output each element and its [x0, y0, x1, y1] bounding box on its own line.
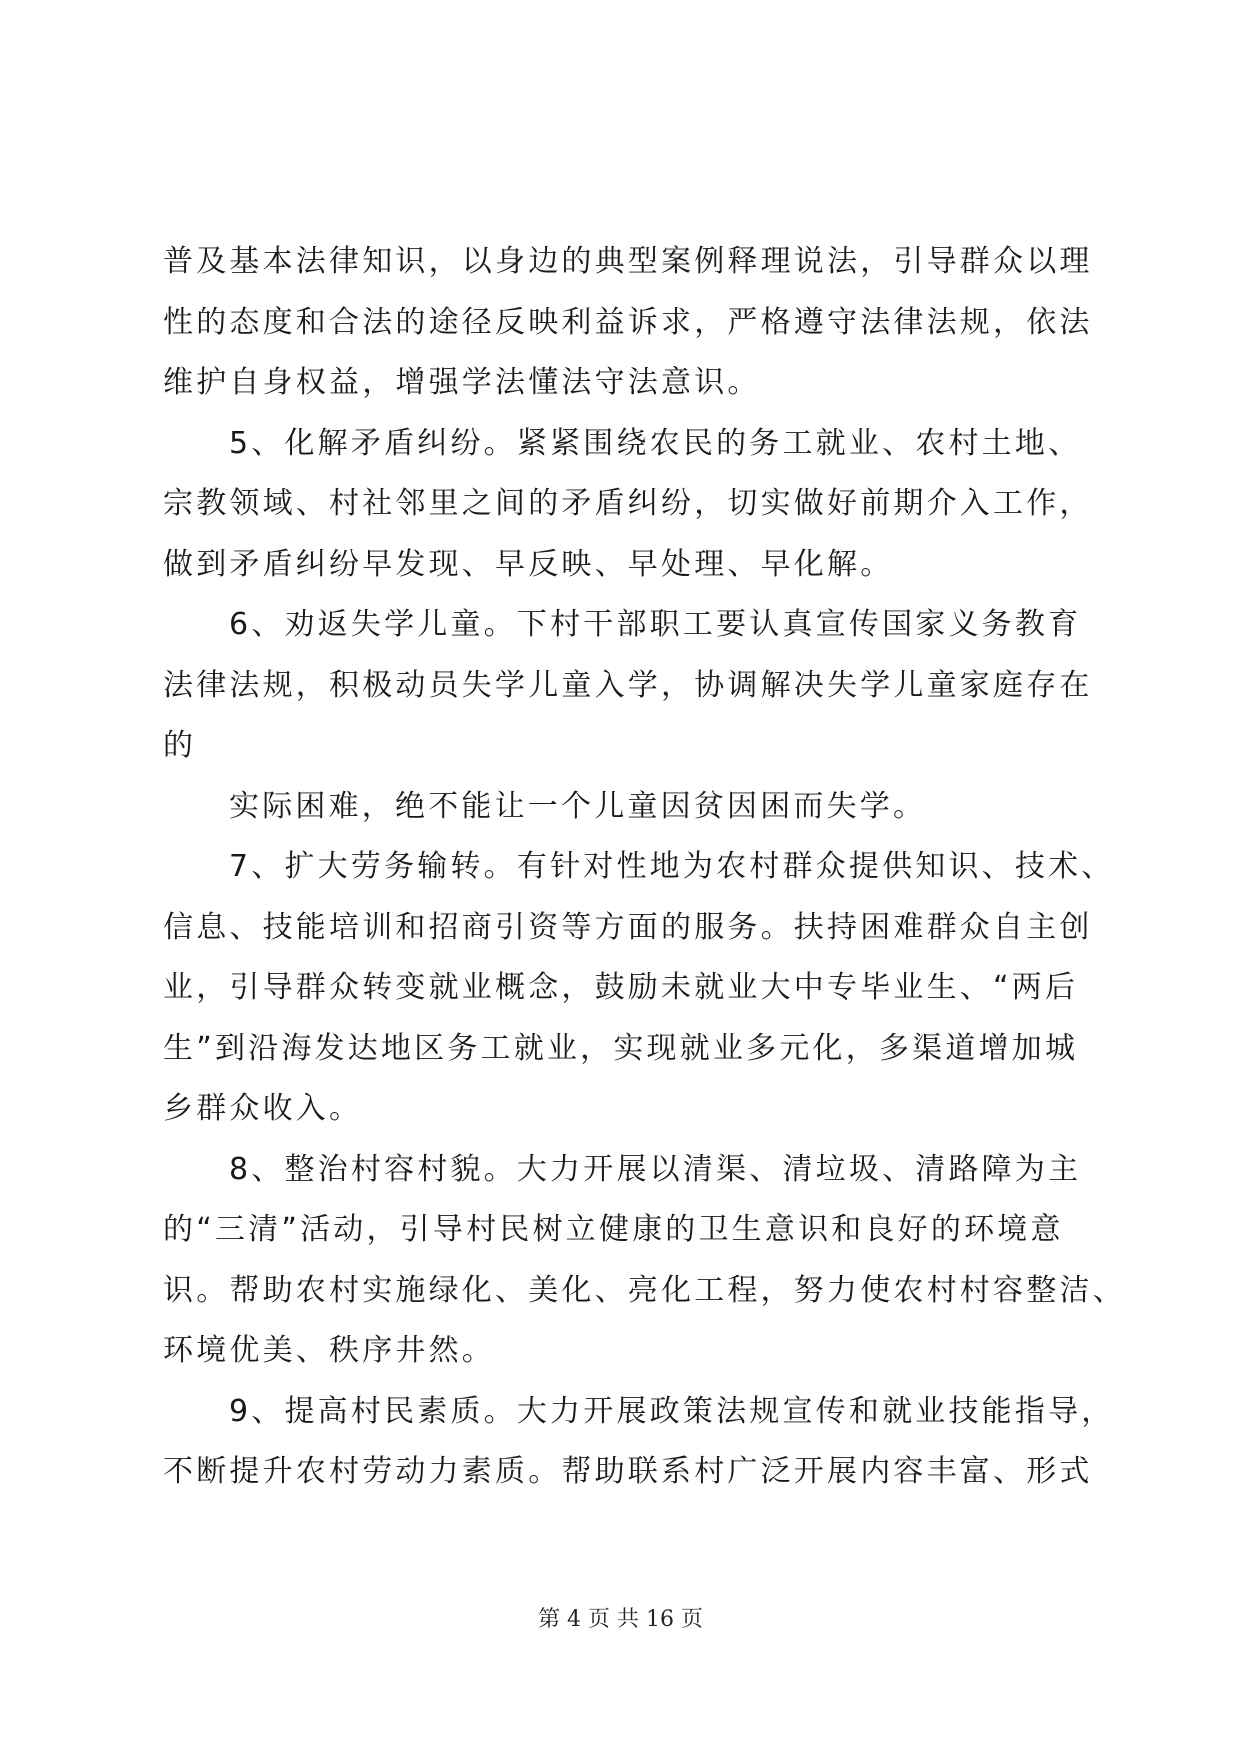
text-line: 9、提高村民素质。大力开展政策法规宣传和就业技能指导， — [229, 1393, 1115, 1429]
text-line: 宗教领域、村社邻里之间的矛盾纠纷，切实做好前期介入工作， — [163, 486, 1093, 521]
page-number-label: 第 4 页 共 16 页 — [538, 1607, 703, 1632]
text-line: 普及基本法律知识，以身边的典型案例释理说法，引导群众以理 — [163, 244, 1093, 279]
text-line: 乡群众收入。 — [163, 1091, 363, 1126]
text-line: 维护自身权益，增强学法懂法守法意识。 — [163, 365, 761, 400]
text-line: 实际困难，绝不能让一个儿童因贫因困而失学。 — [229, 788, 927, 824]
text-line: 的 — [163, 728, 197, 763]
text-line: 5、化解矛盾纠纷。紧紧围绕农民的务工就业、农村土地、 — [229, 425, 1082, 461]
text-line: 的“三清”活动，引导村民树立健康的卫生意识和良好的环境意 — [163, 1212, 1064, 1247]
text-line: 业，引导群众转变就业概念，鼓励未就业大中专毕业生、“两后 — [163, 970, 1079, 1005]
text-line: 法律法规，积极动员失学儿童入学，协调解决失学儿童家庭存在 — [163, 667, 1093, 703]
text-line: 不断提升农村劳动力素质。帮助联系村广泛开展内容丰富、形式 — [163, 1454, 1093, 1489]
text-line: 信息、技能培训和招商引资等方面的服务。扶持困难群众自主创 — [163, 909, 1093, 945]
text-line: 6、劝返失学儿童。下村干部职工要认真宣传国家义务教育 — [229, 607, 1082, 642]
text-line: 环境优美、秩序井然。 — [163, 1333, 495, 1368]
page-footer — [0, 1602, 1241, 1633]
text-line: 性的态度和合法的途径反映利益诉求，严格遵守法律法规，依法 — [163, 304, 1093, 340]
text-line: 7、扩大劳务输转。有针对性地为农村群众提供知识、技术、 — [229, 849, 1115, 884]
document-body — [163, 232, 1126, 1503]
text-line: 做到矛盾纠纷早发现、早反映、早处理、早化解。 — [163, 546, 894, 582]
text-line: 识。帮助农村实施绿化、美化、亮化工程，努力使农村村容整洁、 — [163, 1272, 1126, 1308]
text-line: 生”到沿海发达地区务工就业，实现就业多元化，多渠道增加城 — [163, 1030, 1079, 1066]
text-line: 8、整治村容村貌。大力开展以清渠、清垃圾、清路障为主 — [229, 1151, 1082, 1187]
